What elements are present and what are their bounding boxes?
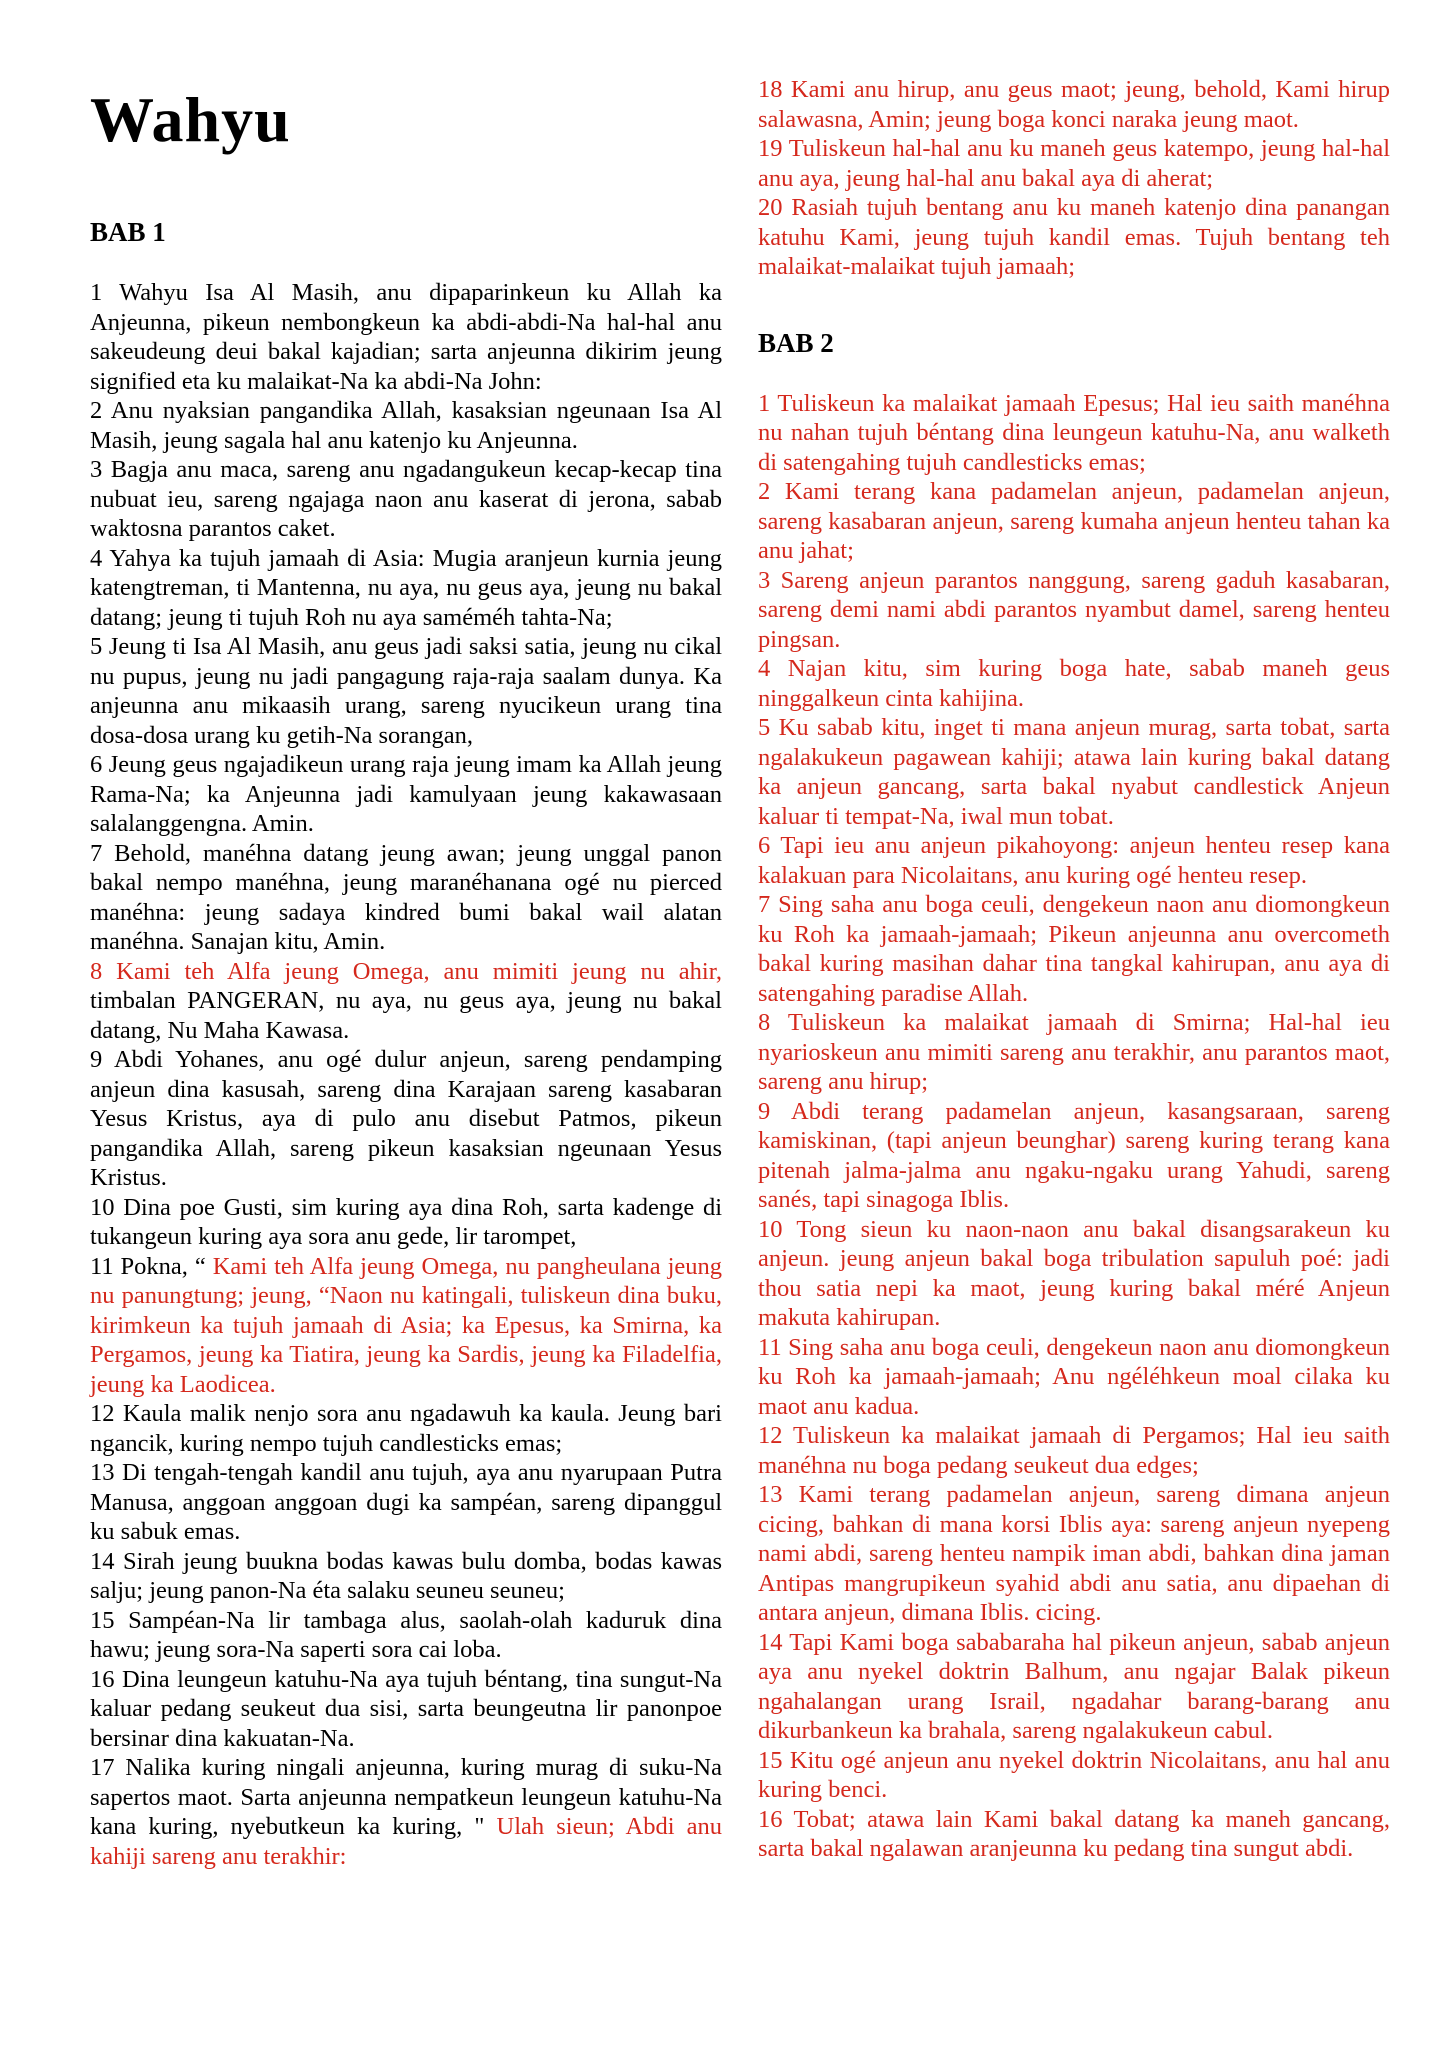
verse-paragraph: [90, 1045, 722, 1193]
verse-paragraph: [90, 1252, 722, 1400]
red-letter-text: 8 Tuliskeun ka malaikat jamaah di Smirna; Hal-hal ieu nyarioskeun anu mimiti sareng anu terakhir, anu parantos maot, sareng anu hirup;: [758, 1009, 1390, 1096]
verse-paragraph: [758, 1008, 1390, 1097]
red-letter-text: 4 Najan kitu, sim kuring boga hate, sabab maneh geus ninggalkeun cinta kahijina.: [758, 655, 1390, 712]
verse-paragraph: [758, 134, 1390, 193]
verse-paragraph: [758, 1628, 1390, 1746]
red-letter-text: 10 Tong sieun ku naon-naon anu bakal disangsarakeun ku anjeun. jeung anjeun bakal boga tribulation sapuluh poé: jadi thou satia nepi ka maot, jeung kuring bakal méré Anjeun makuta kahirupan.: [758, 1215, 1390, 1332]
chapter-2-heading: BAB 2: [758, 327, 834, 358]
verse-paragraph: [758, 1746, 1390, 1805]
verse-text: 11 Pokna, “: [90, 1252, 213, 1280]
verse-paragraph: [758, 831, 1390, 890]
verse-paragraph: [758, 890, 1390, 1008]
verse-text: 6 Jeung geus ngajadikeun urang raja jeung imam ka Allah jeung Rama-Na; ka Anjeunna jadi kamulyaan jeung kakawasaan salalanggengna. Amin.: [90, 751, 722, 838]
chapter-1-heading: BAB 1: [90, 217, 166, 248]
left-column: [90, 0, 722, 1871]
verse-paragraph: [90, 1606, 722, 1665]
verse-text: 7 Behold, manéhna datang jeung awan; jeung unggal panon bakal nempo manéhna, jeung maranéhanana ogé nu pierced manéhna: jeung sadaya kindred bumi bakal wail alatan manéhna. Sanajan kitu, Amin.: [90, 839, 722, 956]
red-letter-text: Ulah sieun; Abdi anu kahiji sareng anu terakhir:: [90, 1813, 722, 1870]
red-letter-text: 14 Tapi Kami boga sababaraha hal pikeun anjeun, sabab anjeun aya anu nyekel doktrin Balhum, anu ngajar Balak pikeun ngahalangan urang Israil, ngadahar barang-barang anu dikurbankeun ka brahala, sareng ngalakukeun cabul.: [758, 1628, 1390, 1745]
verse-paragraph: [758, 713, 1390, 831]
verse-paragraph: [90, 1399, 722, 1458]
verse-text: 10 Dina poe Gusti, sim kuring aya dina Roh, sarta kadenge di tukangeun kuring aya sora anu gede, lir tarompet,: [90, 1193, 722, 1251]
verse-paragraph: [758, 389, 1390, 478]
verse-paragraph: [758, 1421, 1390, 1480]
verse-text: 9 Abdi Yohanes, anu ogé dulur anjeun, sareng pendamping anjeun dina kasusah, sareng dina Karajaan sareng kasabaran Yesus Kristus, aya di pulo anu disebut Patmos, pikeun pangandika Allah, sareng pikeun kasaksian ngeunaan Yesus Kristus.: [90, 1046, 722, 1192]
verse-text: 17 Nalika kuring ningali anjeunna, kuring murag di suku-Na sapertos maot. Sarta anjeunna nempatkeun leungeun katuhu-Na kana kuring, nyebutkeun ka kuring, ": [90, 1754, 722, 1841]
verse-paragraph: [90, 1665, 722, 1754]
red-letter-text: 18 Kami anu hirup, anu geus maot; jeung, behold, Kami hirup salawasna, Amin; jeung boga konci naraka jeung maot.: [758, 76, 1390, 133]
red-letter-text: 3 Sareng anjeun parantos nanggung, sareng gaduh kasabaran, sareng demi nami abdi parantos nyambut damel, sareng henteu pingsan.: [758, 566, 1390, 653]
verse-paragraph: [758, 75, 1390, 134]
verse-paragraph: [758, 193, 1390, 282]
red-letter-text: 6 Tapi ieu anu anjeun pikahoyong: anjeun henteu resep kana kalakuan para Nicolaitans, anu kuring ogé henteu resep.: [758, 832, 1390, 889]
red-letter-text: 11 Sing saha anu boga ceuli, dengekeun naon anu diomongkeun ku Roh ka jamaah-jamaah; Anu ngéléhkeun moal cilaka ku maot anu kadua.: [758, 1333, 1390, 1420]
verse-text: 12 Kaula malik nenjo sora anu ngadawuh ka kaula. Jeung bari ngancik, kuring nempo tujuh candlesticks emas;: [90, 1400, 722, 1457]
verse-paragraph: [90, 1547, 722, 1606]
verse-paragraph: [90, 632, 722, 750]
red-letter-text: 20 Rasiah tujuh bentang anu ku maneh katenjo dina panangan katuhu Kami, jeung tujuh kandil emas. Tujuh bentang teh malaikat-malaikat tujuh jamaah;: [758, 194, 1390, 280]
red-letter-text: 16 Tobat; atawa lain Kami bakal datang ka maneh gancang, sarta bakal ngalawan aranjeunna ku pedang tina sungut abdi.: [758, 1805, 1390, 1863]
verse-paragraph: [90, 957, 722, 1046]
page-title: Wahyu: [90, 84, 291, 155]
red-letter-text: 9 Abdi terang padamelan anjeun, kasangsaraan, sareng kamiskinan, (tapi anjeun beunghar) sareng kuring terang kana pitenah jalma-jalma anu ngaku-ngaku urang Yahudi, sareng sanés, tapi sinagoga Iblis.: [758, 1097, 1390, 1214]
red-letter-text: 19 Tuliskeun hal-hal anu ku maneh geus katempo, jeung hal-hal anu aya, jeung hal-hal anu bakal aya di aherat;: [758, 135, 1390, 192]
verse-paragraph: [90, 750, 722, 839]
verse-text: 1 Wahyu Isa Al Masih, anu dipaparinkeun ku Allah ka Anjeunna, pikeun nembongkeun ka abdi-abdi-Na hal-hal anu sakeudeung deui bakal kajadian; sarta anjeunna dikirim jeung signified eta ku malaikat-Na ka abdi-Na John:: [90, 279, 722, 395]
verse-paragraph: [758, 1480, 1390, 1628]
verse-paragraph: [758, 1805, 1390, 1864]
verse-paragraph: [90, 455, 722, 544]
verse-text: 14 Sirah jeung buukna bodas kawas bulu domba, bodas kawas salju; jeung panon-Na éta salaku seuneu seuneu;: [90, 1547, 722, 1605]
red-letter-text: 8 Kami teh Alfa jeung Omega, anu mimiti jeung nu ahir,: [90, 957, 722, 985]
right-column: [758, 0, 1390, 1864]
chapter-2-verses: [758, 389, 1390, 1864]
verse-paragraph: [90, 1753, 722, 1871]
verse-paragraph: [758, 566, 1390, 655]
verse-paragraph: [758, 477, 1390, 566]
red-letter-text: 12 Tuliskeun ka malaikat jamaah di Pergamos; Hal ieu saith manéhna nu boga pedang seukeut dua edges;: [758, 1422, 1390, 1479]
verse-paragraph: [90, 839, 722, 957]
chapter-1-verses: [90, 278, 722, 1871]
verse-text: 13 Di tengah-tengah kandil anu tujuh, aya anu nyarupaan Putra Manusa, anggoan anggoan dugi ka sampéan, sareng dipanggul ku sabuk emas.: [90, 1459, 722, 1546]
red-letter-text: 15 Kitu ogé anjeun anu nyekel doktrin Nicolaitans, anu hal anu kuring benci.: [758, 1746, 1390, 1804]
verse-text: 5 Jeung ti Isa Al Masih, anu geus jadi saksi satia, jeung nu cikal nu pupus, jeung nu jadi pangagung raja-raja saalam dunya. Ka anjeunna anu mikaasih urang, sareng nyucikeun urang tina dosa-dosa urang ku getih-Na sorangan,: [90, 633, 722, 749]
verse-text: 2 Anu nyaksian pangandika Allah, kasaksian ngeunaan Isa Al Masih, jeung sagala hal anu katenjo ku Anjeunna.: [90, 397, 722, 454]
red-letter-text: Kami teh Alfa jeung Omega, nu pangheulana jeung nu panungtung; jeung, “Naon nu katingali, tuliskeun dina buku, kirimkeun ka tujuh jamaah di Asia; ka Epesus, ka Smirna, ka Pergamos, jeung ka Tiatira, jeung ka Sardis, jeung ka Filadelfia, jeung ka Laodicea.: [90, 1252, 722, 1398]
verse-paragraph: [758, 1215, 1390, 1333]
verse-paragraph: [90, 1193, 722, 1252]
verse-text: 16 Dina leungeun katuhu-Na aya tujuh béntang, tina sungut-Na kaluar pedang seukeut dua sisi, sarta beungeutna lir panonpoe bersinar dina kakuatan-Na.: [90, 1665, 722, 1752]
red-letter-text: 5 Ku sabab kitu, inget ti mana anjeun murag, sarta tobat, sarta ngalakukeun pagawean kahiji; atawa lain kuring bakal datang ka anjeun gancang, sarta bakal nyabut candlestick Anjeun kaluar ti tempat-Na, iwal mun tobat.: [758, 714, 1390, 830]
chapter-1-continued-verses: [758, 75, 1390, 282]
verse-paragraph: [90, 278, 722, 396]
verse-paragraph: [90, 396, 722, 455]
verse-paragraph: [758, 654, 1390, 713]
verse-text: 3 Bagja anu maca, sareng anu ngadangukeun kecap-kecap tina nubuat ieu, sareng ngajaga naon anu kaserat di jerona, sabab waktosna parantos caket.: [90, 456, 722, 543]
verse-paragraph: [758, 1333, 1390, 1422]
verse-paragraph: [758, 1097, 1390, 1215]
verse-text: 15 Sampéan-Na lir tambaga alus, saolah-olah kaduruk dina hawu; jeung sora-Na saperti sora cai loba.: [90, 1606, 722, 1664]
red-letter-text: 13 Kami terang padamelan anjeun, sareng dimana anjeun cicing, bahkan di mana korsi Iblis aya: sareng anjeun nyepeng nami abdi, sareng henteu nampik iman abdi, bahkan dina jaman Antipas mangrupikeun syahid abdi anu satia, anu dipaehan di antara anjeun, dimana Iblis. cicing.: [758, 1481, 1390, 1627]
verse-paragraph: [90, 1458, 722, 1547]
red-letter-text: 7 Sing saha anu boga ceuli, dengekeun naon anu diomongkeun ku Roh ka jamaah-jamaah; Pikeun anjeunna anu overcometh bakal kuring masihan dahar tina tangkal kahirupan, anu aya di satengahing paradise Allah.: [758, 891, 1390, 1007]
red-letter-text: 1 Tuliskeun ka malaikat jamaah Epesus; Hal ieu saith manéhna nu nahan tujuh béntang dina leungeun katuhu-Na, anu walketh di satengahing tujuh candlesticks emas;: [758, 389, 1390, 476]
verse-text: 4 Yahya ka tujuh jamaah di Asia: Mugia aranjeun kurnia jeung katengtreman, ti Mantenna, nu aya, nu geus aya, jeung nu bakal datang; jeung ti tujuh Roh nu aya saméméh tahta-Na;: [90, 544, 722, 631]
verse-text: timbalan PANGERAN, nu aya, nu geus aya, jeung nu bakal datang, Nu Maha Kawasa.: [90, 987, 722, 1044]
red-letter-text: 2 Kami terang kana padamelan anjeun, padamelan anjeun, sareng kasabaran anjeun, sareng kumaha anjeun henteu tahan ka anu jahat;: [758, 478, 1390, 565]
verse-paragraph: [90, 544, 722, 633]
